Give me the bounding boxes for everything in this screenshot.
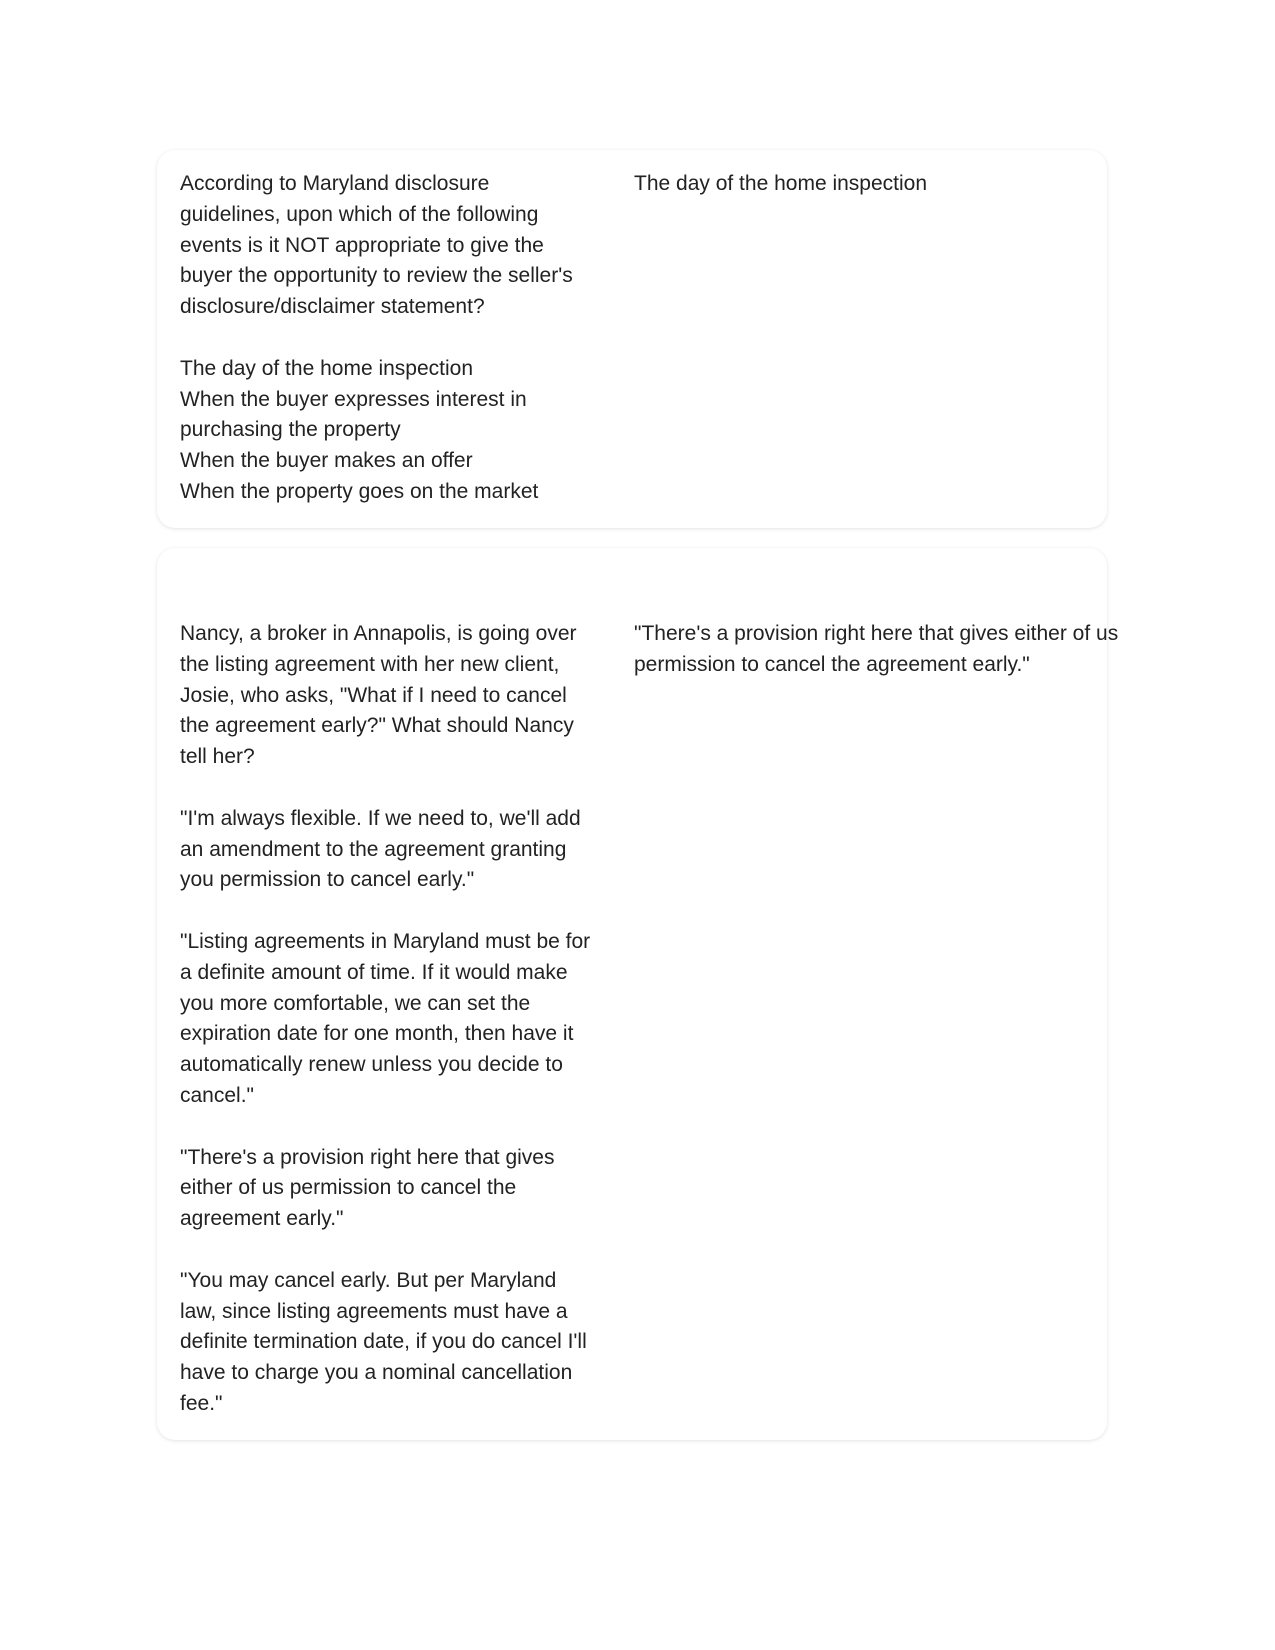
card-2-spacer <box>180 1112 595 1143</box>
card-2-option-3: "There's a provision right here that gives either of us permission to cancel the agreement early." <box>180 1145 555 1231</box>
card-2-spacer <box>180 1235 595 1266</box>
card-2-option-1: "I'm always flexible. If we need to, we'll add an amendment to the agreement granting you permission to cancel early." <box>180 806 581 892</box>
card-2-spacer <box>180 773 595 804</box>
flashcard-1 <box>157 150 1107 528</box>
card-1-answer: The day of the home inspection <box>634 172 928 195</box>
card-1-question: According to Maryland disclosure guidelines, upon which of the following events is it NOT appropriate to give the buyer the opportunity to review the seller's disclosure/disclaimer statement? <box>180 172 573 319</box>
card-1-option-2: When the buyer expresses interest in purchasing the property <box>180 387 527 442</box>
card-1-spacer <box>180 323 595 354</box>
card-2-option-4: "You may cancel early. But per Maryland law, since listing agreements must have a definite termination date, if you do cancel I'll have to charge you a nominal cancellation fee." <box>180 1268 587 1415</box>
card-2-spacer <box>180 896 595 927</box>
card-1-term <box>180 169 595 508</box>
card-2-option-2: "Listing agreements in Maryland must be for a definite amount of time. If it would make you more comfortable, we can set the expiration date for one month, then have it automatically renew unless you decide to cancel." <box>180 929 591 1107</box>
card-2-answer: "There's a provision right here that gives either of us permission to cancel the agreement early." <box>634 622 1119 676</box>
card-1-option-1: The day of the home inspection <box>180 356 474 380</box>
card-2-question: Nancy, a broker in Annapolis, is going over the listing agreement with her new client, Josie, who asks, "What if I need to cancel the agreement early?" What should Nancy tell her? <box>180 622 577 769</box>
card-1-option-4: When the property goes on the market <box>180 479 539 503</box>
card-1-option-3: When the buyer makes an offer <box>180 449 473 473</box>
flashcard-2 <box>157 548 1119 1440</box>
card-2-term <box>180 619 595 1420</box>
